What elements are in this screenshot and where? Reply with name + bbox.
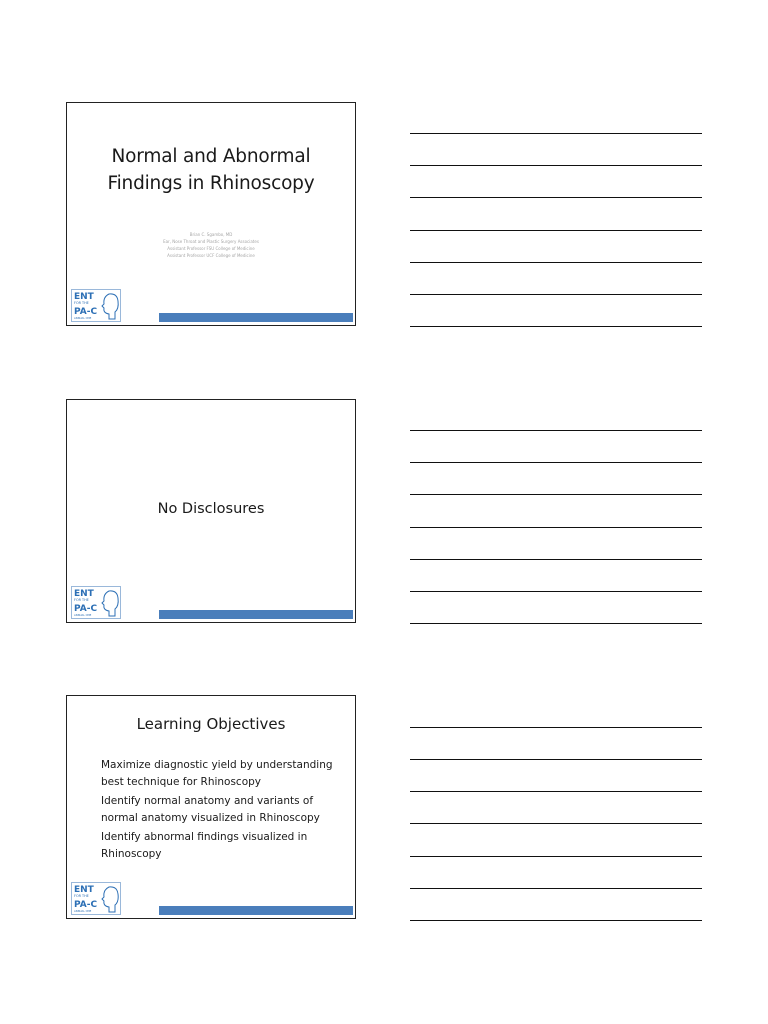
- note-line: [410, 920, 702, 921]
- ent-pac-logo: [71, 586, 121, 619]
- author-line: Brian C. Sgambo, MD: [189, 232, 233, 237]
- footer-accent-bar: [159, 906, 353, 915]
- note-line: [410, 623, 702, 624]
- title-line: Normal and Abnormal: [111, 146, 311, 167]
- logo-text-cme: ANNUAL CME: [74, 614, 92, 617]
- ent-pac-logo: [71, 289, 121, 322]
- note-line: [410, 430, 702, 431]
- author-line: Assistant Professor FSU College of Medicine: [167, 246, 255, 251]
- slide-title: Learning Objectives: [136, 715, 286, 733]
- logo-text-forthe: FOR THE: [74, 894, 89, 898]
- logo-text-pac: PA-C: [74, 604, 98, 614]
- author-line: Ear, Nose Throat and Plastic Surgery Associates: [163, 239, 259, 244]
- note-line: [410, 494, 702, 495]
- list-item: Identify normal anatomy and variants of normal anatomy visualized in Rhinoscopy: [101, 795, 320, 824]
- objectives-list: [101, 757, 346, 865]
- slide-body-text: No Disclosures: [157, 501, 265, 517]
- note-line: [410, 823, 702, 824]
- slide-thumbnail-1: [66, 102, 356, 326]
- footer-accent-bar: [159, 313, 353, 322]
- note-line: [410, 591, 702, 592]
- logo-text-pac: PA-C: [74, 307, 98, 317]
- list-item: Maximize diagnostic yield by understanding best technique for Rhinoscopy: [101, 759, 333, 788]
- logo-text-cme: ANNUAL CME: [74, 317, 92, 320]
- note-line: [410, 759, 702, 760]
- note-line: [410, 888, 702, 889]
- note-line: [410, 856, 702, 857]
- note-line: [410, 197, 702, 198]
- note-line: [410, 165, 702, 166]
- list-item: Identify abnormal findings visualized in Rhinoscopy: [101, 831, 308, 860]
- logo-text-forthe: FOR THE: [74, 598, 89, 602]
- logo-text-ent: ENT: [74, 885, 94, 895]
- note-line: [410, 462, 702, 463]
- footer-accent-bar: [159, 610, 353, 619]
- logo-text-ent: ENT: [74, 292, 94, 302]
- title-line: Findings in Rhinoscopy: [107, 173, 315, 194]
- note-line: [410, 326, 702, 327]
- slide-title: [67, 143, 355, 197]
- note-line: [410, 230, 702, 231]
- note-line: [410, 559, 702, 560]
- author-block: [67, 231, 355, 259]
- author-line: Assistant Professor UCF College of Medicine: [167, 253, 255, 258]
- logo-text-pac: PA-C: [74, 900, 98, 910]
- note-line: [410, 791, 702, 792]
- note-line: [410, 527, 702, 528]
- note-line: [410, 727, 702, 728]
- logo-text-forthe: FOR THE: [74, 301, 89, 305]
- note-line: [410, 133, 702, 134]
- slide-thumbnail-2: [66, 399, 356, 623]
- logo-text-cme: ANNUAL CME: [74, 910, 92, 913]
- slide-thumbnail-3: [66, 695, 356, 919]
- note-line: [410, 294, 702, 295]
- note-line: [410, 262, 702, 263]
- ent-pac-logo: [71, 882, 121, 915]
- logo-text-ent: ENT: [74, 589, 94, 599]
